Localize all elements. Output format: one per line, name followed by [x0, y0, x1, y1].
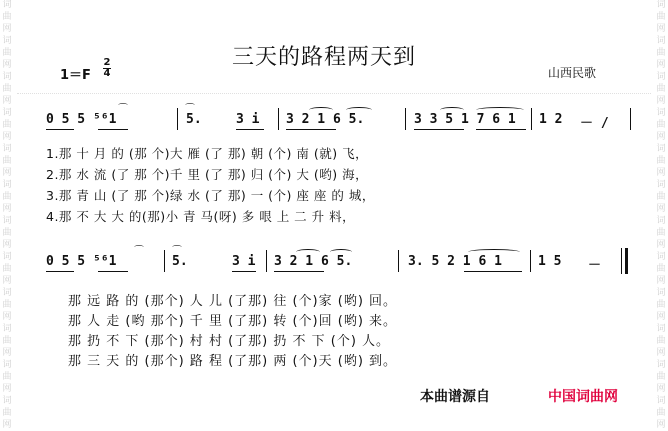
- final-barline-thick: [625, 248, 628, 274]
- beam: [98, 129, 128, 130]
- separator: [17, 93, 651, 94]
- measure-3: 3 i: [232, 254, 256, 269]
- key-signature: 1＝F: [60, 68, 91, 83]
- watermark-char: 网: [656, 384, 666, 394]
- watermark-char: 网: [2, 240, 12, 250]
- watermark-char: 词: [2, 216, 12, 226]
- watermark-char: 网: [2, 132, 12, 142]
- watermark-char: 曲: [2, 408, 12, 418]
- watermark-char: 网: [656, 348, 666, 358]
- source-label: 本曲谱源自: [420, 389, 490, 405]
- measure-3: 3 i: [236, 112, 260, 127]
- watermark-char: 曲: [656, 372, 666, 382]
- watermark-char: 词: [656, 396, 666, 406]
- barline: [266, 250, 267, 272]
- watermark-char: 曲: [656, 228, 666, 238]
- watermark-char: 词: [2, 108, 12, 118]
- watermark-char: 曲: [2, 372, 12, 382]
- watermark-char: 曲: [2, 156, 12, 166]
- barline: [164, 250, 165, 272]
- fermata-mark: ⌒: [134, 246, 144, 257]
- watermark-char: 曲: [2, 228, 12, 238]
- watermark-char: 曲: [656, 12, 666, 22]
- watermark-char: 网: [656, 24, 666, 34]
- watermark-char: 网: [2, 24, 12, 34]
- watermark-char: 曲: [656, 120, 666, 130]
- watermark-char: 词: [656, 0, 666, 10]
- beam: [274, 271, 324, 272]
- song-title: 三天的路程两天到: [232, 45, 417, 70]
- song-origin: 山西民歌: [548, 66, 597, 80]
- verse-line-4: 4.那 不 大 大 的(那)小 青 马(呀) 多 哏 上 二 升 料，: [46, 209, 356, 224]
- watermark-char: 网: [656, 132, 666, 142]
- watermark-char: 曲: [656, 192, 666, 202]
- watermark-char: 网: [656, 96, 666, 106]
- watermark-char: 曲: [2, 12, 12, 22]
- beam: [46, 271, 74, 272]
- measure-6-rest: － /: [580, 116, 609, 131]
- measure-1: 0 5 5 ⁵⁶1: [46, 254, 117, 269]
- watermark-char: 词: [2, 36, 12, 46]
- watermark-char: 网: [656, 204, 666, 214]
- watermark-char: 词: [2, 288, 12, 298]
- watermark-char: 曲: [2, 264, 12, 274]
- watermark-char: 网: [2, 204, 12, 214]
- watermark-char: 词: [656, 72, 666, 82]
- watermark-char: 曲: [656, 84, 666, 94]
- watermark-char: 词: [656, 360, 666, 370]
- barline: [630, 108, 631, 130]
- watermark-char: 网: [2, 60, 12, 70]
- watermark-char: 词: [2, 144, 12, 154]
- beam: [476, 129, 526, 130]
- time-signature: [103, 58, 111, 79]
- beam: [98, 271, 128, 272]
- watermark-char: 网: [656, 420, 666, 430]
- fermata-mark: ⌒: [185, 104, 195, 115]
- measure-6: 1 5: [538, 254, 562, 269]
- watermark-char: 词: [656, 324, 666, 334]
- watermark-char: 曲: [2, 120, 12, 130]
- verse-line-2: 那 人 走 (哟 那个) 千 里 (了那) 转 (个)回 (哟) 来。: [68, 314, 398, 329]
- verse-line-1: 1.那 十 月 的 (那 个)大 雁 (了 那) 朝 (个) 南 (就) 飞，: [46, 146, 369, 161]
- watermark-char: 网: [2, 276, 12, 286]
- watermark-char: 网: [656, 312, 666, 322]
- watermark-char: 词: [2, 396, 12, 406]
- watermark-char: 词: [2, 72, 12, 82]
- barline: [405, 108, 406, 130]
- verse-line-4: 那 三 天 的 (那个) 路 程 (了那) 两 (个)天 (哟) 到。: [68, 354, 398, 369]
- watermark-char: 词: [656, 252, 666, 262]
- watermark-char: 词: [656, 108, 666, 118]
- time-signature-top: 2: [103, 57, 111, 68]
- watermark-char: 词: [656, 216, 666, 226]
- measure-2: 5.: [172, 254, 188, 269]
- watermark-char: 曲: [656, 408, 666, 418]
- measure-1: 0 5 5 ⁵⁶1: [46, 112, 117, 127]
- measure-6: 1 2: [539, 112, 563, 127]
- final-barline-thin: [621, 248, 622, 274]
- watermark-char: 词: [2, 360, 12, 370]
- watermark-char: 曲: [656, 264, 666, 274]
- fermata-mark: ⌒: [172, 246, 182, 257]
- watermark-char: 词: [2, 324, 12, 334]
- barline: [177, 108, 178, 130]
- watermark-char: 词: [656, 36, 666, 46]
- barline: [278, 108, 279, 130]
- measure-4: 3 2 1 6 5.: [286, 112, 365, 127]
- watermark-char: 网: [656, 240, 666, 250]
- measure-6-rest: －: [588, 258, 602, 273]
- measure-5: 3. 5 2 1 6 1: [408, 254, 502, 269]
- watermark-char: 网: [2, 168, 12, 178]
- beam: [464, 271, 522, 272]
- watermark-char: 曲: [2, 84, 12, 94]
- watermark-char: 曲: [2, 48, 12, 58]
- barline: [398, 250, 399, 272]
- watermark-char: 词: [2, 0, 12, 10]
- watermark-char: 曲: [2, 300, 12, 310]
- verse-line-1: 那 远 路 的 (那个) 人 儿 (了那) 往 (个)家 (哟) 回。: [68, 294, 398, 309]
- beam: [286, 129, 336, 130]
- watermark-char: 网: [656, 276, 666, 286]
- time-signature-bottom: 4: [103, 68, 111, 79]
- site-link[interactable]: 中国词曲网: [548, 389, 618, 405]
- watermark-right: [654, 0, 668, 430]
- watermark-char: 词: [656, 288, 666, 298]
- verse-line-3: 那 扔 不 下 (那个) 村 村 (了那) 扔 不 下 (个) 人。: [68, 334, 391, 349]
- watermark-char: 网: [656, 168, 666, 178]
- watermark-char: 曲: [2, 192, 12, 202]
- watermark-char: 曲: [656, 156, 666, 166]
- watermark-char: 词: [2, 252, 12, 262]
- watermark-char: 曲: [2, 336, 12, 346]
- beam: [236, 129, 264, 130]
- watermark-char: 网: [2, 96, 12, 106]
- watermark-char: 曲: [656, 300, 666, 310]
- measure-5: 3 3 5 1 7 6 1: [414, 112, 516, 127]
- watermark-char: 网: [656, 60, 666, 70]
- barline: [530, 250, 531, 272]
- watermark-char: 网: [2, 312, 12, 322]
- barline: [531, 108, 532, 130]
- watermark-char: 词: [656, 180, 666, 190]
- watermark-char: 词: [2, 180, 12, 190]
- watermark-char: 曲: [656, 336, 666, 346]
- verse-line-3: 3.那 青 山 (了 那 个)绿 水 (了 那) 一 (个) 座 座 的 城，: [46, 188, 375, 203]
- fermata-mark: ⌒: [118, 104, 128, 115]
- watermark-char: 网: [2, 420, 12, 430]
- measure-4: 3 2 1 6 5.: [274, 254, 353, 269]
- watermark-left: [0, 0, 14, 430]
- beam: [232, 271, 256, 272]
- measure-2: 5.: [186, 112, 202, 127]
- beam: [414, 129, 464, 130]
- watermark-char: 词: [656, 144, 666, 154]
- watermark-char: 网: [2, 348, 12, 358]
- beam: [46, 129, 74, 130]
- watermark-char: 网: [2, 384, 12, 394]
- watermark-char: 曲: [656, 48, 666, 58]
- verse-line-2: 2.那 水 流 (了 那 个)千 里 (了 那) 归 (个) 大 (哟) 海，: [46, 167, 369, 182]
